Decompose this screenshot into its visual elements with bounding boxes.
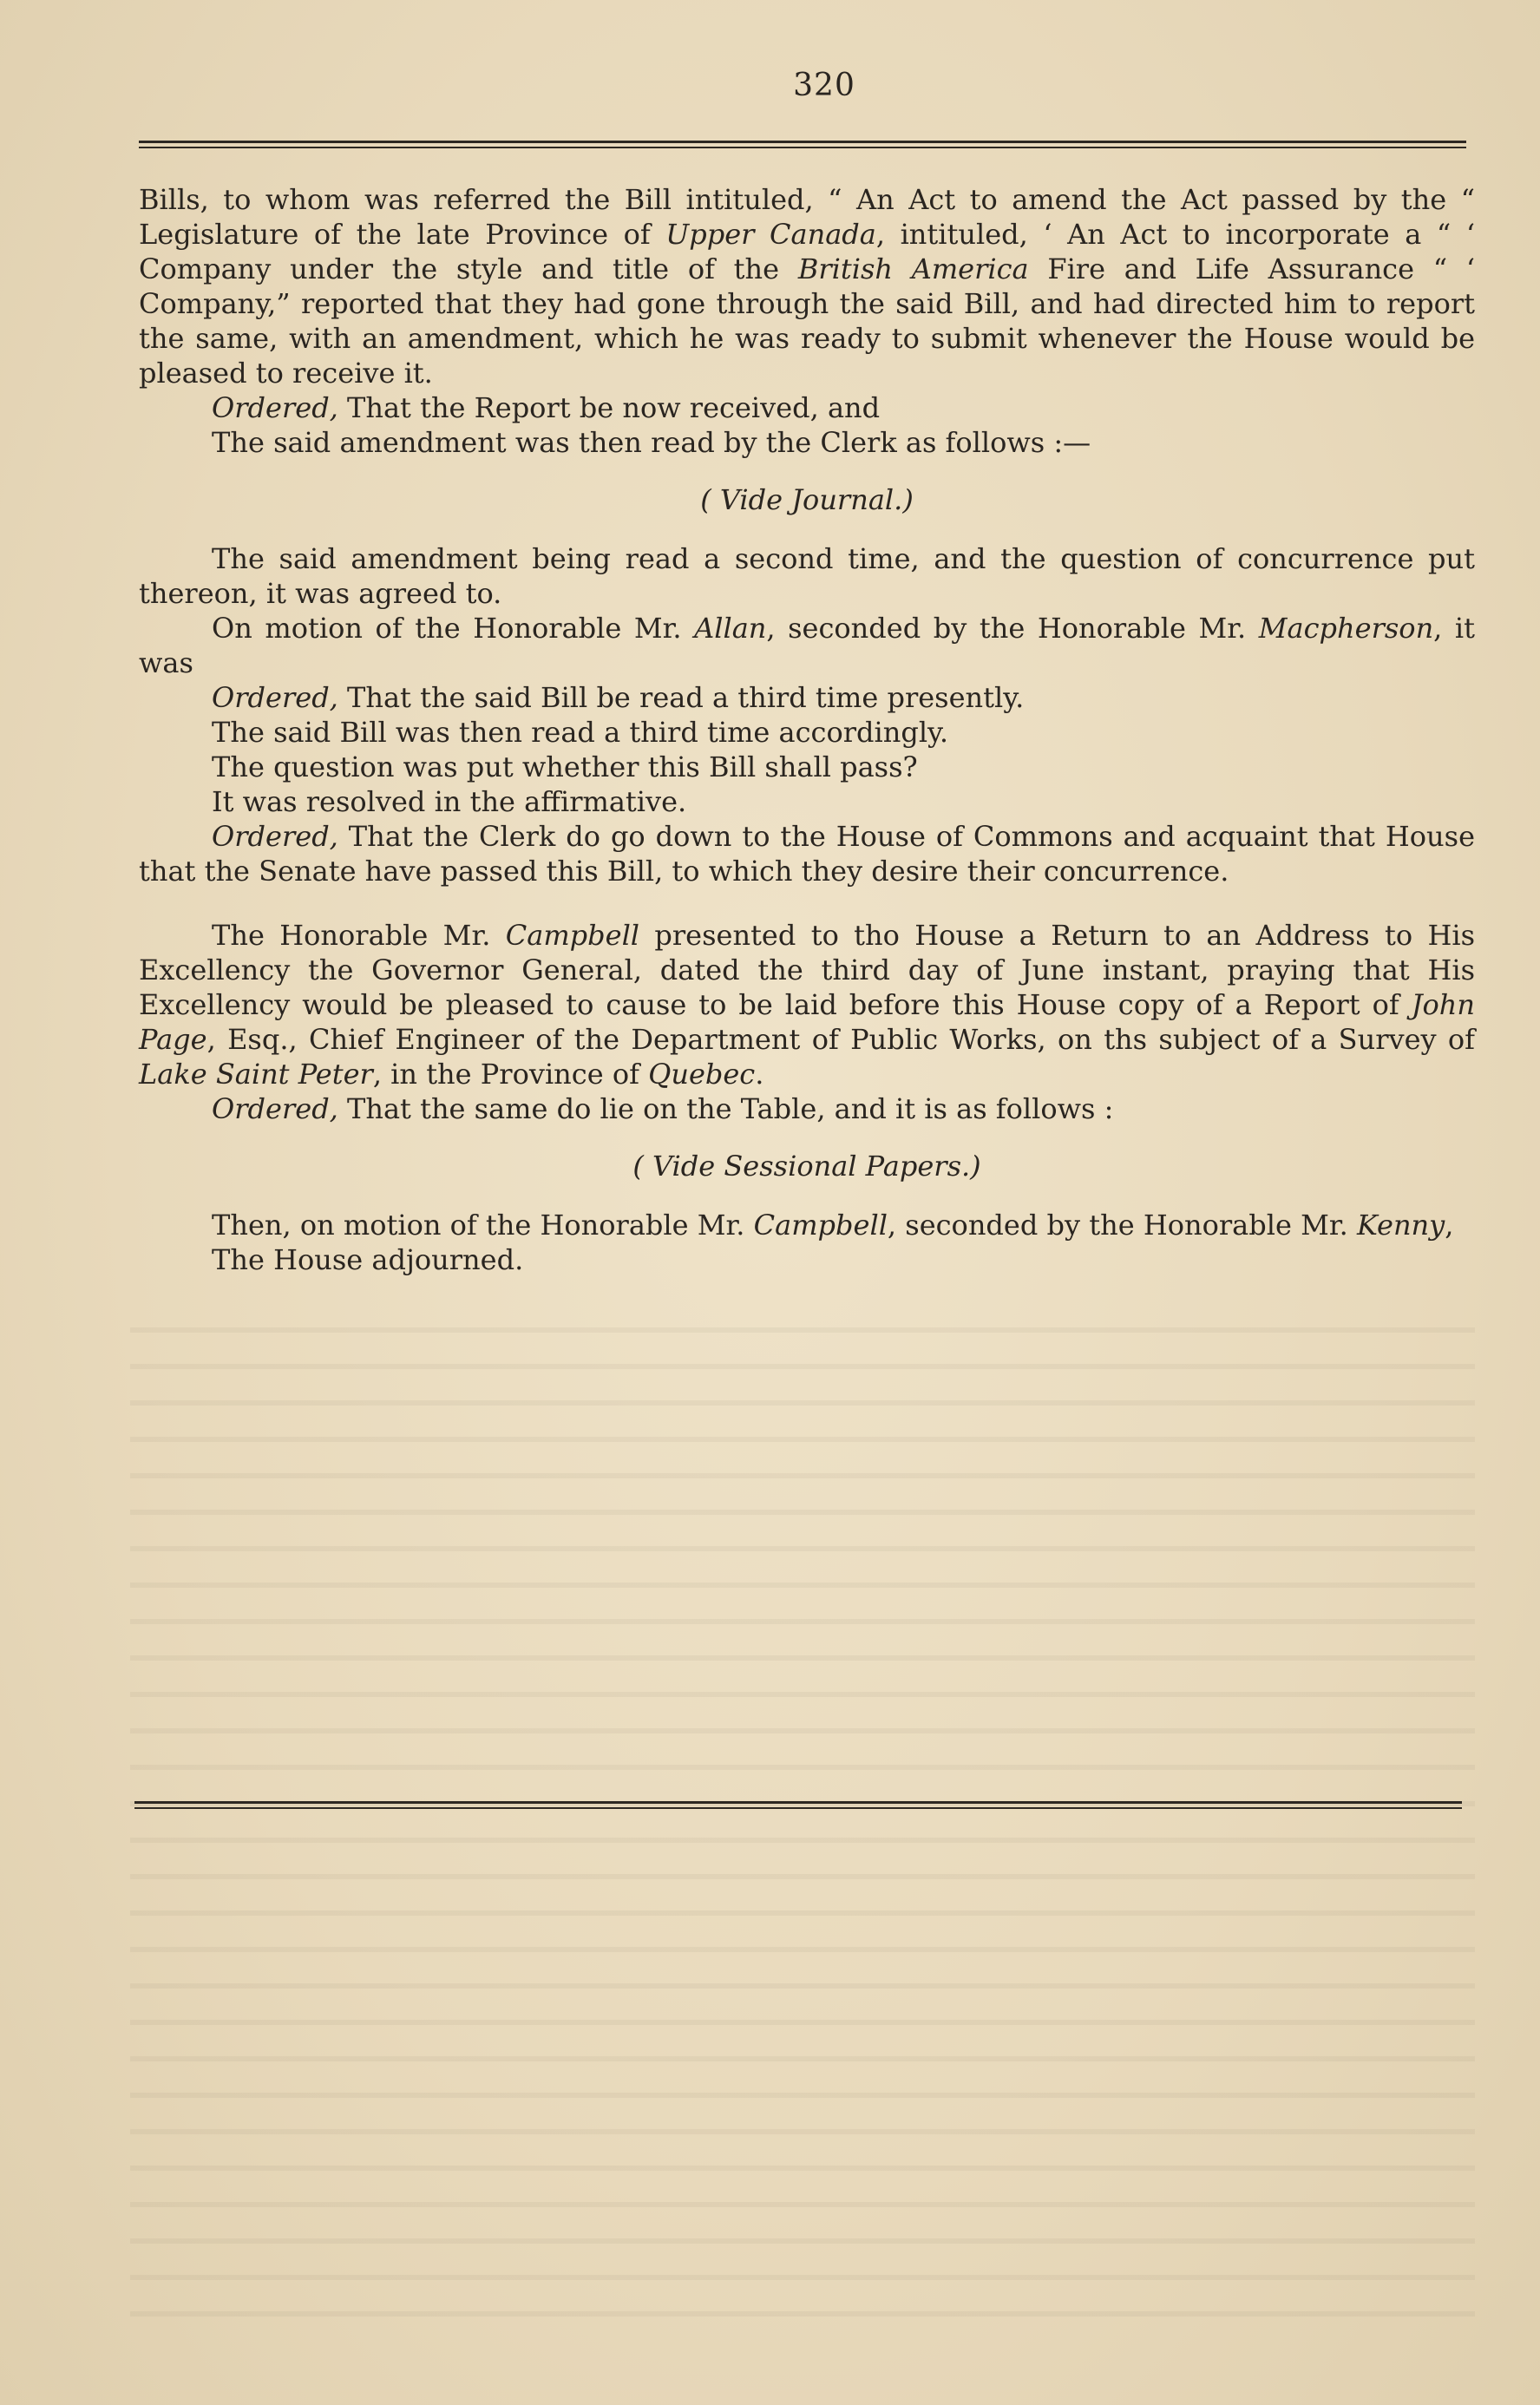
text-span: , intituled, ‘ An Act to incorporate a “ ‘ Company under the style and title of the — [139, 218, 1476, 285]
ordered-label: Ordered, — [212, 1092, 338, 1125]
italic-place-name: Upper Canada — [665, 218, 876, 251]
page-number: 320 — [793, 68, 855, 103]
document-body — [139, 182, 1475, 1277]
text-span: On motion of the Honorable Mr. — [212, 612, 695, 645]
italic-place-name: Quebec — [648, 1058, 756, 1091]
italic-company-name: British America — [797, 252, 1029, 285]
italic-person-name: Macpherson — [1258, 612, 1434, 645]
text-span: That the said Bill be read a third time presently. — [337, 681, 1025, 714]
header-double-rule — [139, 141, 1466, 149]
text-span: Fire and Life Assurance “ ‘ Company,” reported that they had gone through the said Bill, and had directed him to report the same, with an amendment, which he was ready to submit whenever the House would be pleased to receive it. — [139, 252, 1476, 390]
italic-person-name: Campbell — [753, 1209, 888, 1242]
paragraph-ordered-lie-on-table — [139, 1091, 1475, 1126]
text-span: , seconded by the Honorable Mr. — [766, 612, 1259, 645]
paragraph-question-put: The question was put whether this Bill shall pass? — [212, 750, 918, 783]
text-span: Bills, to whom was referred the Bill intituled, “ An Act to amend the Act passed by the “ Legislature of the late Province of — [139, 183, 1475, 251]
paragraph-house-adjourned: The House adjourned. — [212, 1243, 524, 1276]
ordered-label: Ordered, — [212, 681, 338, 714]
footer-double-rule — [134, 1801, 1462, 1810]
text-span: , seconded by the Honorable Mr. — [887, 1209, 1357, 1242]
italic-person-name: Allan — [694, 612, 767, 645]
italic-place-name: Lake Saint Peter — [139, 1058, 373, 1091]
paragraph-resolved: It was resolved in the affirmative. — [212, 785, 687, 818]
text-span: That the Report be now received, and — [337, 391, 881, 424]
paragraph-ordered-acquaint-commons — [139, 819, 1475, 888]
paragraph-campbell-return — [139, 918, 1475, 1091]
paragraph-amendment-read: The said amendment was then read by the Clerk as follows :— — [212, 426, 1091, 459]
text-span: The Honorable Mr. — [212, 919, 506, 952]
italic-person-name: Kenny — [1356, 1209, 1445, 1242]
text-span: , Esq., Chief Engineer of the Department of Public Works, on ths subject of a Survey of — [206, 1023, 1475, 1056]
italic-person-name: John Page — [139, 988, 1475, 1056]
text-span: presented to tho House a Return to an Address to His Excellency the Governor General, dated the third day of June instant, praying that His Excellency would be pleased to cause to be laid before this House copy of a Report of — [139, 919, 1476, 1021]
ordered-label: Ordered, — [212, 820, 338, 853]
paragraph-committee-report — [139, 182, 1475, 390]
text-span: , it was — [139, 612, 1476, 679]
ordered-label: Ordered, — [212, 391, 338, 424]
text-span: . — [755, 1058, 764, 1091]
paragraph-motion-allan — [139, 611, 1475, 680]
text-span: That the Clerk do go down to the House of Commons and acquaint that House that the Senate have passed this Bill, to which they desire their concurrence. — [139, 820, 1475, 888]
text-span: That the same do lie on the Table, and it is as follows : — [337, 1092, 1114, 1125]
text-span: , in the Province of — [372, 1058, 649, 1091]
paragraph-concurrence: The said amendment being read a second time, and the question of concurrence put thereon, it was agreed to. — [139, 542, 1475, 610]
paragraph-motion-campbell — [139, 1208, 1475, 1242]
paragraph-ordered-report-received — [139, 390, 1475, 425]
text-span: Then, on motion of the Honorable Mr. — [212, 1209, 754, 1242]
vide-sessional-papers-reference: ( Vide Sessional Papers.) — [632, 1150, 981, 1183]
vide-journal-reference: ( Vide Journal.) — [700, 483, 914, 516]
bleed-through-texture — [130, 1301, 1475, 2343]
italic-person-name: Campbell — [505, 919, 640, 952]
text-span: , — [1445, 1209, 1454, 1242]
paragraph-third-reading: The said Bill was then read a third time accordingly. — [212, 716, 949, 749]
paragraph-ordered-third-reading — [139, 680, 1475, 715]
